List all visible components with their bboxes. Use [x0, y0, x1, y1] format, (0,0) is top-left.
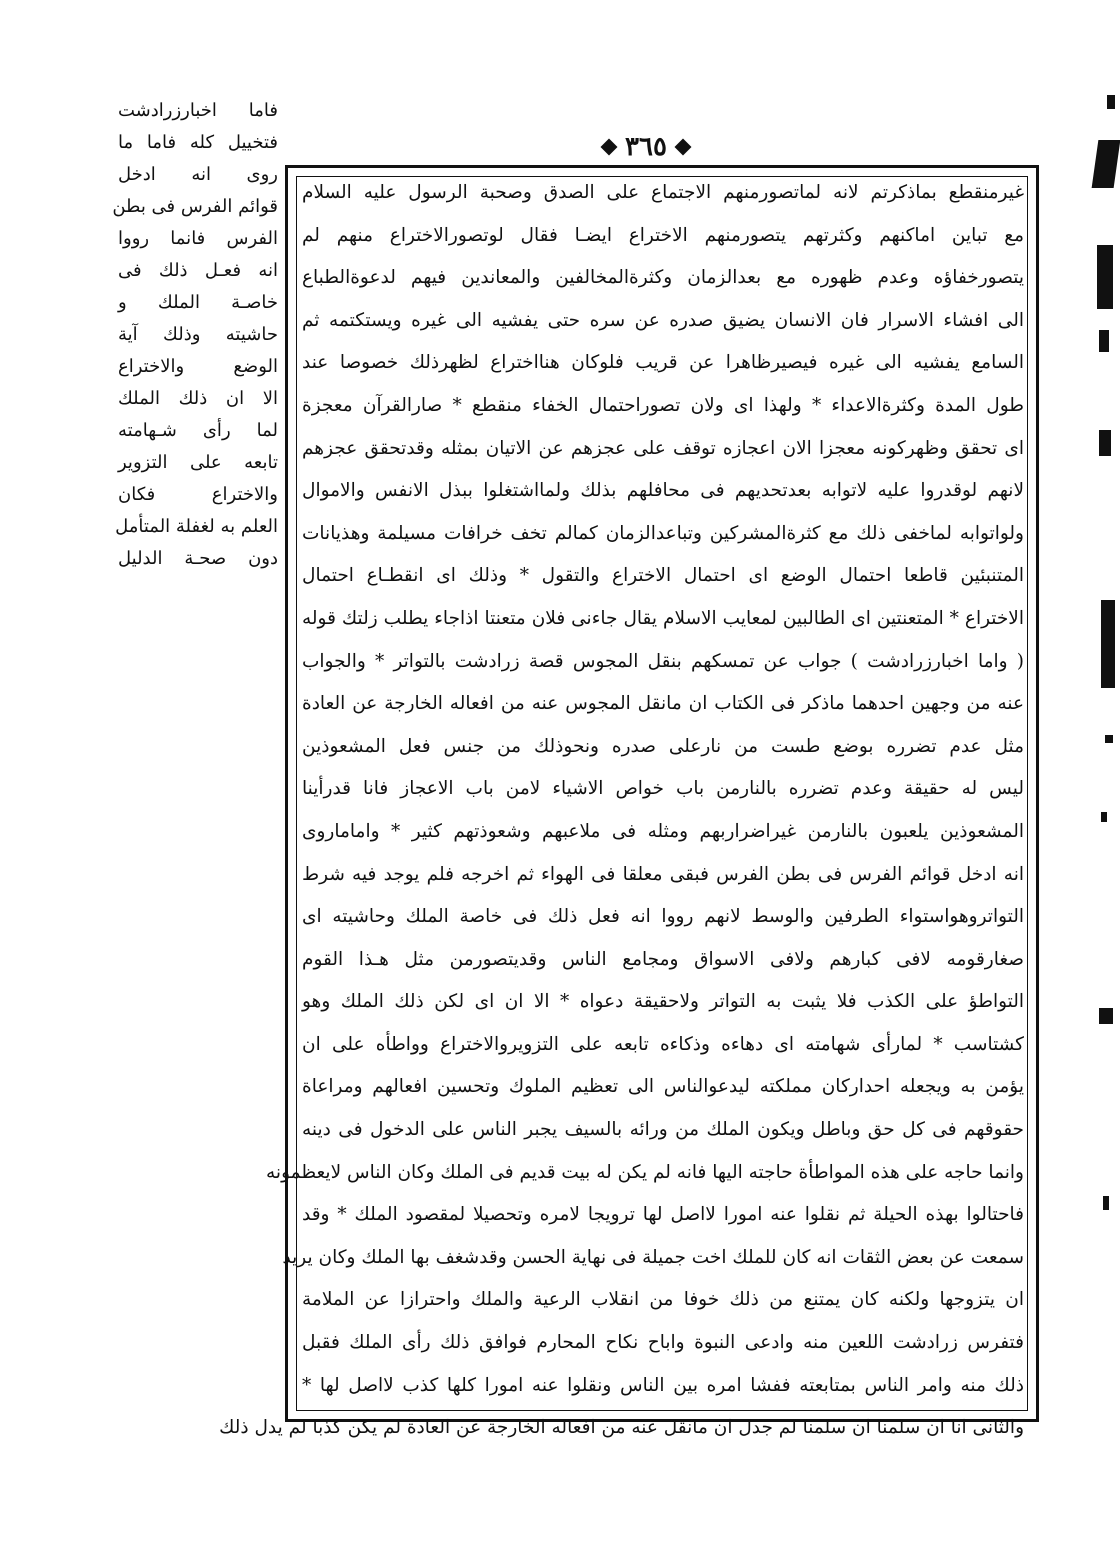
- scan-speck: [1101, 812, 1107, 822]
- scan-speck: [1099, 330, 1109, 352]
- main-line: عنه من وجهين احدهما ماذكر فى الكتاب ان مانقل المجوس عنه من افعاله الخارجة عن العادة: [302, 693, 1024, 715]
- margin-line: حاشيته وذلك آية: [118, 324, 278, 345]
- scan-speck: [1097, 245, 1113, 309]
- margin-line: دون صحـة الدليل: [118, 548, 278, 569]
- main-line: لانهم لوقدروا عليه لاتوابه بعدتحديهم فى محافلهم بذلك ولمااشتغلوا ببذل الانفس والاموال: [302, 480, 1024, 502]
- main-line: طول المدة وكثرةالاعداء * ولهذا اى ولان تصوراحتمال الخفاء منقطع * صارالقرآن معجزة: [302, 394, 1024, 416]
- main-line: ان يتزوجها ولكنه كان يمتنع من ذلك خوفا من انقلاب الرعية والملك واحترازا عن الملامة: [302, 1289, 1024, 1311]
- margin-line: الفرس فانما رووا: [118, 228, 278, 249]
- page-number: [590, 130, 702, 164]
- scan-speck: [1103, 1196, 1109, 1210]
- main-line: اى تحقق وظهركونه معجزا الان اعجازه توقف على عجزهم عن الاتيان بمثله وقدتحقق عجزهم: [302, 437, 1024, 459]
- scan-speck: [1099, 430, 1111, 456]
- margin-line: الوضع والاختراع: [118, 356, 278, 377]
- right-ornament: [601, 139, 618, 156]
- main-line: فاحتالوا بهذه الحيلة ثم نقلوا عنه امورا لااصل لها ترويجا لامره وتحصيلا لمقصود الملك * وقد: [302, 1204, 1024, 1226]
- main-line: الاختراع * المتعنتين اى الطالبين لمعايب الاسلام يقال جاءنى فلان متعنتا اذاجاء يطلب زلتك قوله: [302, 607, 1024, 629]
- main-line: المتنبئين قاطعا احتمال الوضع اى احتمال الاختراع والتقول * وذلك اى انقطـاع احتمال: [302, 565, 1024, 587]
- main-line: التواطؤ على الكذب فلا يثبت به التواتر ولاحقيقة دعواه * الا ان اى لكن ذلك الملك وهو: [302, 991, 1024, 1013]
- scan-speck: [1092, 140, 1120, 188]
- main-line: انه ادخل قوائم الفرس فى بطن الفرس فبقى معلقا فى الهواء ثم اخرجه فلم يوجد فيه شرط: [302, 863, 1024, 885]
- margin-line: تابعه على التزوير: [118, 452, 278, 473]
- margin-gloss: [112, 95, 278, 575]
- main-line: ليس له حقيقة وعدم تضرره بالنارمن باب خواص الاشياء لامن باب الاعجاز فانا قدرأينا: [302, 778, 1024, 800]
- main-line: حقوقهم فى كل حق وباطل ويكون الملك من ورائه بالسيف يجبر الناس على الدخول فى دينه: [302, 1119, 1024, 1141]
- main-line: يؤمن به ويجعله احداركان مملكته ليدعوالناس الى تعظيم الملوك وتحسين افعالهم ومراعاة: [302, 1076, 1024, 1098]
- main-line: ( واما اخبارزرادشت ) جواب عن تمسكهم بنقل المجوس قصة زرادشت بالتواتر * والجواب: [302, 650, 1024, 672]
- margin-line: خاصـة الملك و: [118, 292, 278, 313]
- main-line: كشتاسب * لمارأى شهامته اى دهاءه وذكاءه تابعه على التزويروالاختراع وواطأه على ان: [302, 1033, 1024, 1055]
- margin-line: الا ان ذلك الملك: [118, 388, 278, 409]
- main-line: التواتروهواستواء الطرفين والوسط لانهم رووا انه فعل ذلك فى خاصة الملك وحاشيته اى: [302, 906, 1024, 928]
- margin-line: والاختراع فكان: [118, 484, 278, 505]
- margin-line: روى انه ادخل: [118, 164, 278, 185]
- main-line: مع تباين اماكنهم وكثرتهم يتصورمنهم الاختراع ايضـا فقال لوتصورالاختراع منهم لم: [302, 224, 1024, 246]
- main-text-block: [219, 172, 1024, 1450]
- scan-edge-marks: [1087, 0, 1117, 1567]
- scan-speck: [1105, 735, 1113, 743]
- main-line: الى افشاء الاسرار فان الانسان يضيق صدره عن سره حتى يفشيه الى غيره ويستكتمه ثم: [302, 309, 1024, 331]
- margin-line: فاما اخبارزرادشت: [118, 100, 278, 121]
- main-line: صغارقومه لافى كبارهم ولافى الاسواق ومجامع الناس وقديتصورمن مثل هـذا القوم: [302, 948, 1024, 970]
- main-line: مثل عدم تضرره بوضع طست من نارعلى صدره ونحوذلك من جنس فعل المشعوذين: [302, 735, 1024, 757]
- scan-speck: [1099, 1008, 1113, 1024]
- main-line: يتصورخفاؤه وعدم ظهوره مع بعدالزمان وكثرةالمخالفين والمعاندين فيهم لدعوةالطباع: [302, 267, 1024, 289]
- scan-speck: [1101, 600, 1115, 688]
- main-line: سمعت عن بعض الثقات انه كان للملك اخت جميلة فى نهاية الحسن وقدشغف بها الملك وكان يريد: [282, 1246, 1024, 1268]
- main-line: والثانى انا ان سلمنا ان سلمنا لم جدل ان مانقل عنه من افعاله الخارجة عن العادة لم يكن كذبا لم يدل ذلك: [219, 1417, 1024, 1439]
- margin-line: قوائم الفرس فى بطن: [112, 196, 278, 217]
- margin-line: انه فعـل ذلك فى: [118, 260, 278, 281]
- page-number-text: ٣٦٥: [625, 132, 667, 162]
- main-line: فتفرس زرادشت اللعين منه وادعى النبوة واباح نكاح المحارم فوافق ذلك رأى الملك فقبل: [302, 1332, 1024, 1354]
- main-line: السامع يفشيه الى غيره فيصيرظاهرا عن قريب فلوكان هنااختراع لظهرذلك خصوصا عند: [302, 352, 1024, 374]
- margin-line: العلم به لغفلة المتأمل: [115, 516, 278, 537]
- scan-speck: [1107, 95, 1115, 109]
- main-line: غيرمنقطع بماذكرتم لانه لماتصورمنهم الاجتماع على الصدق وصحبة الرسول عليه السلام: [302, 182, 1024, 203]
- margin-line: لما رأى شـهامته: [118, 420, 278, 441]
- main-line: ذلك منه وامر الناس بمتابعته ففشا امره بين الناس ونقلوا عنه امورا كلها كذب لااصل لها *: [302, 1374, 1024, 1396]
- left-ornament: [674, 139, 691, 156]
- margin-line: فتخييل كله فاما ما: [118, 132, 278, 153]
- main-line: وانما حاجه على هذه المواطأة حاجته اليها فانه لم يكن له بيت قديم فى الملك وكان الناس لايعظمونه: [266, 1161, 1024, 1183]
- main-line: المشعوذين يلعبون بالنارمن غيراضراربهم ومثله فى ملاعبهم وشعوذتهم كثير * واماماروى: [302, 820, 1024, 842]
- main-line: ولواتوابه لماخفى ذلك مع كثرةالمشركين وتباعدالزمان كمالم تخف خرافات مسيلمة وهذيانات: [302, 522, 1024, 544]
